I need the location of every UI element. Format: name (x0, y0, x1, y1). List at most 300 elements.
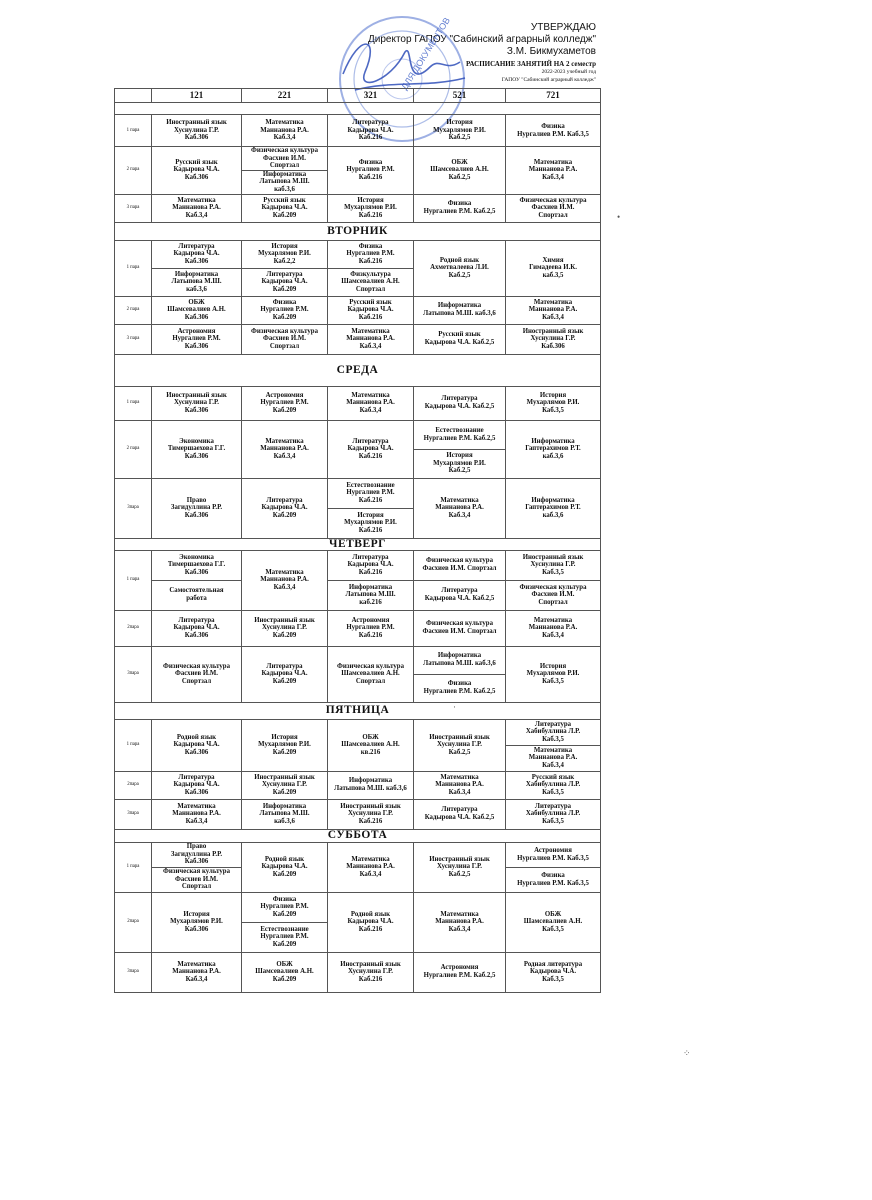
seal-text: ДЛЯ ДОКУМЕНТОВ (399, 15, 452, 92)
approval-signer: З.М. Бикмухаметов (506, 46, 596, 57)
class-line: Мухарлямов Р.И. (170, 918, 223, 926)
group-header-row (115, 89, 601, 103)
class-line: Кадырова Ч.А. Каб.2,5 (424, 403, 495, 411)
class-line: Информатика (531, 437, 575, 445)
class-line: Каб.306 (184, 788, 209, 796)
lesson-row (115, 610, 601, 646)
scan-speck: ⁘ (683, 1048, 691, 1058)
class-line: Шамсевалиев А.Н. (341, 278, 400, 286)
class-line: Информатика (531, 496, 575, 504)
class-line: Гаптерахимов Р.Т. (525, 504, 581, 512)
class-line: каб.3,6 (274, 817, 295, 825)
class-line: Каб.306 (184, 631, 209, 639)
period-label: 2 пара (115, 296, 152, 324)
class-line: Кадырова Ч.А. (261, 504, 308, 512)
class-cell (242, 420, 328, 478)
class-line: Нургалиев Р.М. Каб.2,5 (423, 972, 496, 980)
class-line: Кадырова Ч.А. (261, 863, 308, 871)
class-cell (506, 550, 601, 580)
class-line: Маннанова Р.А. (172, 810, 221, 818)
class-cell (242, 324, 328, 354)
period-label: 1 пара (115, 550, 152, 610)
class-line: Мухарлямов Р.И. (433, 126, 486, 134)
class-line: Фасхиев И.М. (531, 204, 575, 212)
period-label: 3 пара (115, 194, 152, 222)
class-cell (506, 324, 601, 354)
class-cell (506, 194, 601, 222)
class-cell (506, 296, 601, 324)
class-line: Литература (178, 773, 215, 781)
class-line: каб.3,6 (186, 285, 207, 293)
period-label: 3пара (115, 952, 152, 992)
class-line: История (271, 733, 298, 741)
class-cell (328, 296, 414, 324)
class-cell (152, 324, 242, 354)
class-cell (328, 842, 414, 892)
group-header-321: 321 (328, 89, 414, 103)
class-line: Каб.209 (272, 788, 297, 796)
class-line: Каб.3,4 (273, 134, 296, 142)
class-line: Иностранный язык (340, 960, 401, 968)
class-line: История (539, 662, 567, 670)
class-line: Маннанова Р.А. (528, 624, 578, 632)
class-line: Каб.3,5 (542, 677, 564, 685)
class-line: Астрономия (265, 391, 304, 399)
class-line: Загидуллина Р.Р. (170, 504, 223, 512)
class-cell (414, 610, 506, 646)
class-cell (414, 386, 506, 420)
class-line: Физическая культура (426, 557, 493, 565)
class-line: Спортзал (355, 285, 386, 293)
class-line: Спортзал (269, 162, 300, 170)
class-line: Латыпова М.Ш. (259, 178, 310, 186)
group-header-221: 221 (242, 89, 328, 103)
class-line: Литература (178, 242, 215, 250)
schedule-org: ГАПОУ "Сабинский аграрный колледж" (501, 77, 596, 83)
day-name: ЧЕТВЕРГ (115, 538, 601, 550)
class-cell (506, 952, 601, 992)
class-line: Каб.209 (272, 940, 297, 948)
class-line: Математика (533, 298, 573, 306)
class-line: Каб.306 (541, 342, 565, 350)
class-cell (328, 194, 414, 222)
class-line: Каб.306 (184, 134, 209, 142)
class-line: Загидуллина Р.Р. (170, 850, 223, 858)
class-line: Каб.209 (272, 910, 297, 918)
class-line: Кадырова Ч.А. (347, 445, 394, 453)
class-line: Каб.209 (272, 211, 297, 219)
lesson-row-half (115, 580, 601, 610)
class-line: Каб.3,4 (448, 925, 471, 933)
class-cell (242, 478, 328, 538)
class-line: Каб.209 (272, 975, 297, 983)
class-line: Хуснулина Г.Р. (261, 624, 307, 632)
class-line: Кадырова Ч.А. (173, 741, 220, 749)
lesson-row (115, 194, 601, 222)
class-line: Каб.306 (184, 257, 209, 265)
day-name: ВТОРНИК (115, 222, 601, 240)
period-label: 2пара (115, 771, 152, 799)
class-line: Хуснулина Г.Р. (530, 561, 576, 569)
class-line: Информатика (348, 583, 393, 591)
schedule-header (466, 60, 596, 84)
class-line: Каб.216 (358, 568, 383, 576)
class-line: Нургалиев Р.М. (346, 166, 395, 174)
class-cell (152, 771, 242, 799)
lesson-row (115, 952, 601, 992)
class-line: Информатика (262, 170, 307, 178)
class-line: Астрономия (534, 846, 572, 854)
lesson-row (115, 550, 601, 580)
class-line: Каб.216 (358, 257, 383, 265)
class-line: Каб.306 (184, 925, 209, 933)
class-cell (506, 719, 601, 745)
class-line: Маннанова Р.А. (435, 504, 484, 512)
class-line: Физика (541, 122, 565, 130)
class-line: Каб.209 (272, 870, 297, 878)
class-cell (328, 892, 414, 952)
class-line: Математика (177, 196, 216, 204)
class-line: Иностранный язык (429, 855, 490, 863)
class-line: Каб.216 (358, 211, 383, 219)
class-line: Спортзал (181, 883, 212, 891)
class-line: Тимершаехова Г.Г. (167, 561, 226, 569)
class-cell (242, 296, 328, 324)
class-cell (152, 867, 242, 892)
day-header-row (115, 702, 601, 719)
class-line: ОБЖ (544, 910, 562, 918)
class-line: Маннанова Р.А. (528, 166, 578, 174)
class-line: Тимершаехова Г.Г. (167, 445, 226, 453)
class-line: Каб.306 (184, 858, 209, 866)
class-cell (414, 771, 506, 799)
day-name: СРЕДА (115, 354, 601, 386)
class-line: Нургалиев Р.М. (346, 250, 395, 258)
class-line: Математика (351, 391, 390, 399)
class-cell (328, 799, 414, 829)
class-line: Иностранный язык (166, 391, 227, 399)
class-cell (414, 194, 506, 222)
class-line: Родной язык (439, 256, 480, 264)
class-line: Физическая культура (251, 147, 318, 154)
class-line: Физическая культура (337, 662, 404, 670)
class-line: Физика (358, 242, 383, 250)
class-cell (414, 892, 506, 952)
class-line: История (183, 910, 210, 918)
class-line: Русский язык (349, 298, 392, 306)
class-line: Математика (265, 437, 304, 445)
class-line: Литература (441, 806, 478, 814)
class-line: Самостоятельная (169, 587, 224, 595)
lesson-row (115, 799, 601, 829)
class-cell (328, 610, 414, 646)
class-line: Литература (266, 662, 303, 670)
class-line: Фасхиев И.М. (175, 670, 218, 678)
class-line: Латыпова М.Ш. (171, 278, 222, 286)
class-line: Ахметвалеева Л.И. (430, 264, 489, 272)
class-cell (328, 719, 414, 771)
class-line: Кадырова Ч.А. (173, 781, 220, 789)
class-cell (328, 580, 414, 610)
class-cell (414, 842, 506, 892)
class-line: Латыпова М.Ш. каб.3,6 (423, 310, 496, 318)
period-label: 1 пара (115, 842, 152, 892)
class-cell (414, 550, 506, 580)
period-label: 2пара (115, 610, 152, 646)
class-cell (414, 952, 506, 992)
class-line: Родной язык (264, 855, 305, 863)
day-header-row (115, 538, 601, 550)
class-line: Мухарлямов Р.И. (258, 250, 311, 258)
class-line: Русский язык (175, 158, 218, 166)
class-line: Родной язык (350, 910, 391, 918)
class-line: Нургалиев Р.М. Каб.2,5 (423, 208, 496, 216)
class-line: Математика (265, 119, 304, 127)
class-line: Физическая культура (519, 196, 587, 204)
class-line: Математика (351, 327, 390, 335)
class-line: Каб.216 (358, 526, 383, 534)
lesson-row (115, 420, 601, 449)
day-name: СУББОТА (115, 829, 601, 842)
class-line: Химия (542, 256, 564, 264)
lesson-row (115, 147, 601, 171)
class-line: Иностранный язык (522, 553, 584, 561)
class-line: История (357, 196, 384, 204)
class-cell (328, 386, 414, 420)
class-cell (414, 449, 506, 478)
class-line: Нургалиев Р.М. Каб.2,5 (423, 688, 496, 696)
class-cell (328, 771, 414, 799)
period-label: 3 пара (115, 324, 152, 354)
class-line: Маннанова Р.А. (260, 576, 309, 584)
class-cell (152, 799, 242, 829)
class-line: Экономика (179, 553, 214, 561)
class-cell (414, 296, 506, 324)
class-cell (328, 478, 414, 508)
class-line: Иностранный язык (254, 616, 315, 624)
period-label: 1 пара (115, 719, 152, 771)
scan-speck: • (617, 212, 621, 222)
class-line: Латыпова М.Ш. каб.3,6 (334, 785, 407, 793)
class-cell (152, 646, 242, 702)
class-line: Хабибуллина Л.Р. (525, 728, 581, 736)
class-cell (328, 240, 414, 268)
class-line: Каб.216 (358, 817, 383, 825)
period-label: 1 пара (115, 240, 152, 296)
class-line: Нургалиев Р.М. (172, 335, 221, 343)
class-line: Информатика (348, 777, 393, 785)
class-line: Кадырова Ч.А. (173, 166, 220, 174)
class-line: Каб.216 (358, 496, 383, 504)
approval-position: Директор ГАПОУ "Сабинский аграрный колледж" (367, 34, 596, 45)
class-line: Кадырова Ч.А. (347, 561, 394, 569)
class-cell (506, 892, 601, 952)
class-line: Каб.3,5 (542, 925, 564, 933)
day-header-row (115, 829, 601, 842)
class-line: Русский язык (438, 331, 481, 339)
class-line: Маннанова Р.А. (172, 204, 221, 212)
class-line: Шамсевалиев А.Н. (255, 968, 314, 976)
class-line: Хуснулина Г.Р. (173, 126, 219, 134)
period-label: 2 пара (115, 147, 152, 195)
class-cell (242, 194, 328, 222)
class-cell (242, 646, 328, 702)
day-name (115, 103, 601, 115)
class-line: Кадырова Ч.А. (261, 670, 308, 678)
class-cell (242, 268, 328, 296)
class-cell (506, 386, 601, 420)
class-cell (242, 842, 328, 892)
class-line: Каб.209 (272, 631, 297, 639)
class-cell (414, 719, 506, 771)
class-cell (506, 799, 601, 829)
class-cell (414, 420, 506, 449)
class-line: Каб.216 (358, 174, 383, 182)
class-line: Каб.209 (272, 313, 297, 321)
class-line: Естествознание (260, 925, 309, 933)
class-line: Каб.3,5 (542, 975, 564, 983)
class-cell (414, 674, 506, 702)
class-line: Математика (440, 910, 479, 918)
class-line: Каб.2,5 (448, 870, 471, 878)
class-line: Каб.209 (272, 677, 297, 685)
class-line: каб.3,6 (542, 452, 564, 460)
class-line: Математика (533, 746, 573, 754)
class-line: Каб.3,4 (273, 583, 296, 591)
period-label: 3пара (115, 646, 152, 702)
class-cell (506, 420, 601, 478)
class-line: Литература (441, 395, 478, 403)
class-line: Физическая культура (163, 868, 230, 876)
class-line: Мухарлямов Р.И. (526, 670, 580, 678)
class-line: Шамсевалиев А.Н. (523, 918, 583, 926)
class-line: Спортзал (355, 677, 386, 685)
day-header-row (115, 103, 601, 115)
class-line: Литература (534, 802, 572, 810)
class-line: Каб.3,5 (542, 406, 564, 414)
class-line: Кадырова Ч.А. (261, 278, 308, 286)
class-cell (242, 892, 328, 922)
class-line: ОБЖ (362, 733, 379, 741)
class-cell (506, 478, 601, 538)
lesson-row (115, 478, 601, 508)
class-line: Право (186, 496, 207, 504)
lesson-row (115, 324, 601, 354)
class-line: Каб.2,5 (448, 174, 471, 182)
lesson-row (115, 386, 601, 420)
class-line: Каб.209 (272, 406, 297, 414)
lesson-row (115, 892, 601, 922)
class-cell (152, 147, 242, 195)
class-line: Каб.3,5 (542, 568, 564, 576)
class-line: Хуснулина Г.Р. (530, 335, 576, 343)
class-cell (152, 719, 242, 771)
class-line: Родная литература (523, 960, 583, 968)
class-cell (414, 147, 506, 195)
class-line: Каб.209 (272, 748, 297, 756)
class-line: Каб.3,5 (542, 788, 564, 796)
class-cell (152, 892, 242, 952)
class-line: Маннанова Р.А. (346, 335, 395, 343)
class-line: Фасхиев И.М. (263, 335, 306, 343)
class-cell (414, 115, 506, 147)
class-line: Хуснулина Г.Р. (436, 741, 482, 749)
class-line: Русский язык (263, 196, 306, 204)
period-label: 1 пара (115, 115, 152, 147)
class-line: Иностранный язык (429, 733, 490, 741)
class-line: Шамсевалиев А.Н. (167, 306, 226, 314)
class-cell (242, 719, 328, 771)
class-line: Каб.2,5 (448, 748, 471, 756)
class-line: Естествознание (346, 481, 395, 489)
class-line: Нургалиев Р.М. (346, 489, 395, 497)
class-line: ОБЖ (188, 298, 205, 306)
class-line: каб.216 (359, 598, 382, 606)
class-line: Каб.306 (184, 511, 209, 519)
class-cell (152, 610, 242, 646)
class-line: Каб.3,4 (185, 975, 208, 983)
class-line: Иностранный язык (522, 327, 584, 335)
class-cell (328, 268, 414, 296)
class-line: Физическая культура (251, 327, 318, 335)
class-cell (506, 147, 601, 195)
class-line: Каб.3,4 (542, 313, 564, 321)
class-cell (242, 771, 328, 799)
class-line: Математика (265, 568, 304, 576)
class-line: Хуснулина Г.Р. (261, 781, 307, 789)
class-line: Литература (441, 587, 478, 595)
class-line: Физическая культура (163, 662, 230, 670)
class-line: ОБЖ (276, 960, 293, 968)
class-cell (414, 646, 506, 674)
class-cell (506, 240, 601, 296)
class-line: Нургалиев Р.М. Каб.3,5 (517, 879, 589, 887)
class-cell (328, 550, 414, 580)
class-line: Спортзал (181, 677, 212, 685)
day-header-row (115, 354, 601, 386)
class-line: Литература (352, 119, 389, 127)
class-line: Маннанова Р.А. (528, 306, 578, 314)
class-line: Физика (447, 200, 472, 208)
class-cell (242, 550, 328, 610)
class-cell (152, 580, 242, 610)
class-cell (506, 610, 601, 646)
group-header-721: 721 (506, 89, 601, 103)
class-cell (414, 324, 506, 354)
class-cell (328, 147, 414, 195)
class-line: Маннанова Р.А. (260, 126, 309, 134)
class-line: Кадырова Ч.А. (347, 126, 394, 134)
class-cell (414, 580, 506, 610)
class-line: работа (186, 595, 207, 603)
period-label: 2пара (115, 892, 152, 952)
class-line: Кадырова Ч.А. (347, 918, 394, 926)
class-cell (242, 922, 328, 952)
class-cell (506, 771, 601, 799)
class-line: Каб.2,5 (448, 271, 471, 279)
class-line: Каб.3,5 (542, 735, 564, 743)
class-line: Математика (177, 960, 216, 968)
class-cell (506, 867, 601, 892)
class-line: Каб.2,5 (448, 134, 471, 142)
class-line: Каб.3,4 (185, 817, 208, 825)
class-cell (328, 646, 414, 702)
class-line: Физическая культура (426, 620, 493, 628)
class-line: Экономика (179, 437, 214, 445)
class-line: Хуснулина Г.Р. (173, 399, 219, 407)
class-line: Кадырова Ч.А. (347, 306, 394, 314)
class-line: Каб.216 (358, 134, 383, 142)
